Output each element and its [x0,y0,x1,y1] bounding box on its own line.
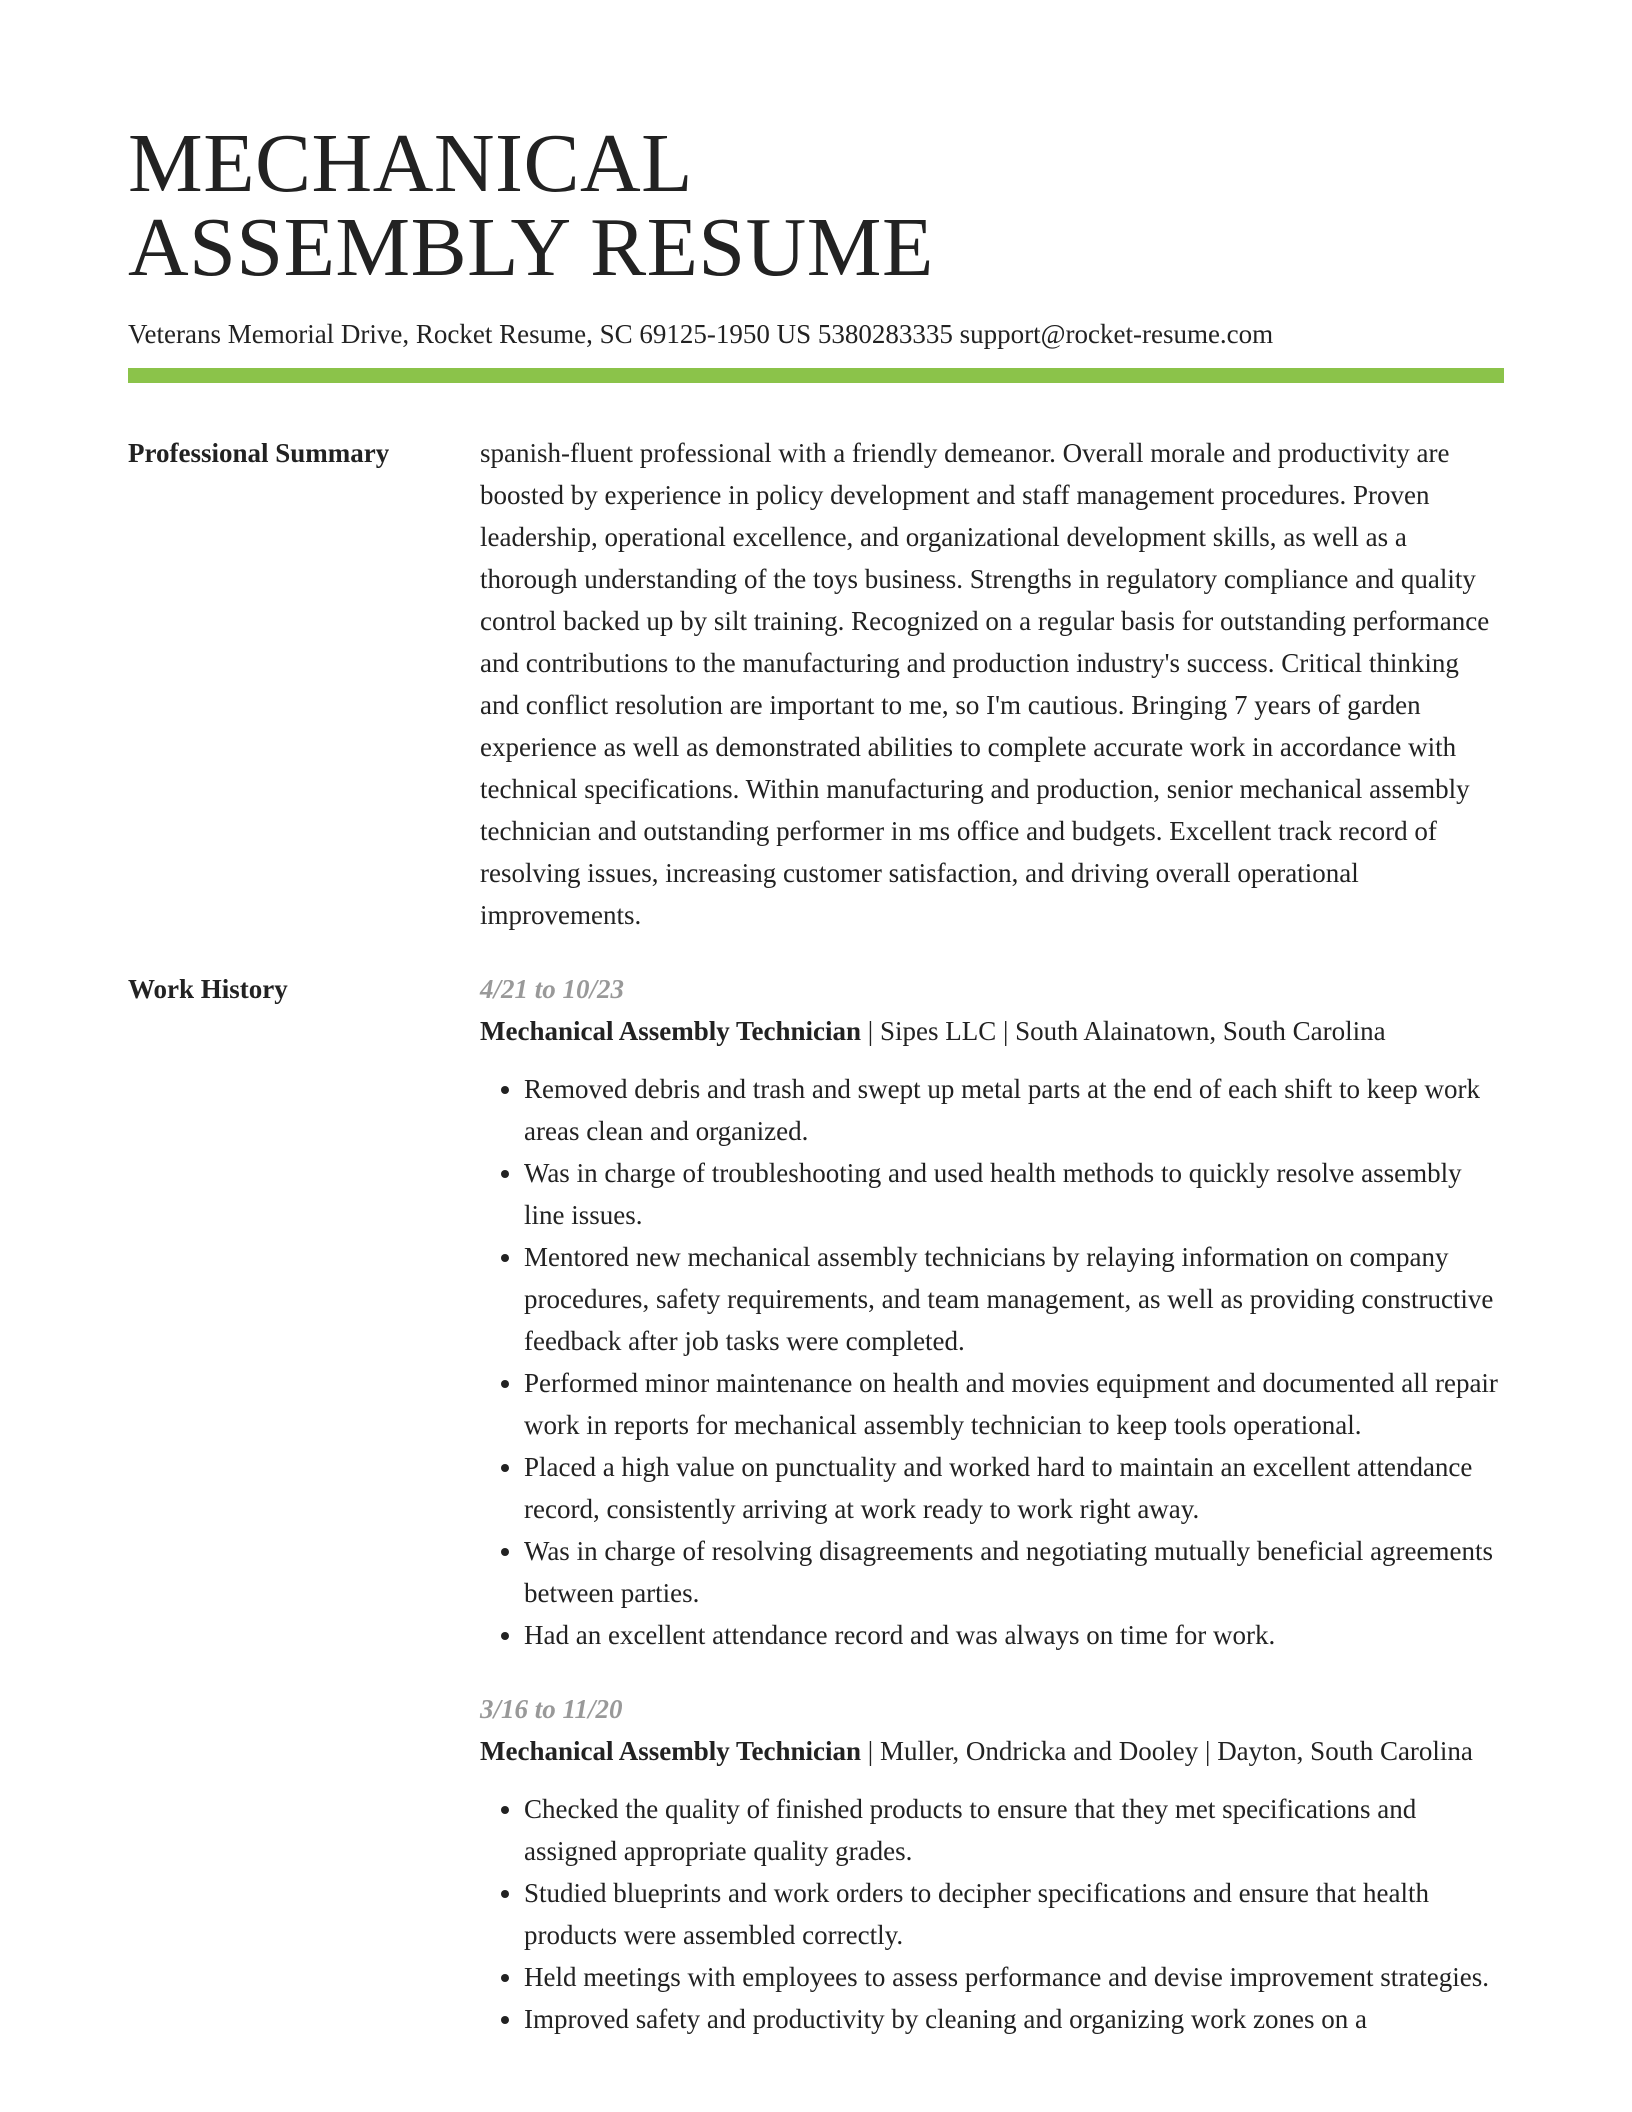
job-entry [480,1688,1504,2040]
job-bullet: • Studied blueprints and work orders to decipher specifications and ensure that health products were assembled correctly. [524,1872,1504,1956]
job-bullet: • Was in charge of troubleshooting and used health methods to quickly resolve assembly line issues. [524,1152,1504,1236]
job-bullet-list [480,1788,1504,2040]
job-bullet: • Was in charge of resolving disagreements and negotiating mutually beneficial agreements between parties. [524,1530,1504,1614]
professional-summary-section [128,432,1504,936]
contact-line: Veterans Memorial Drive, Rocket Resume, SC 69125-1950 US 5380283335 support@rocket-resume.com [128,319,1274,349]
job-dates: 4/21 to 10/23 [480,974,625,1004]
job-bullet: • Removed debris and trash and swept up metal parts at the end of each shift to keep work areas clean and organized. [524,1068,1504,1152]
professional-summary-label: Professional Summary [128,438,390,468]
job-details: | Sipes LLC | South Alainatown, South Carolina [861,1016,1386,1046]
job-dates: 3/16 to 11/20 [480,1694,623,1724]
job-bullet: • Placed a high value on punctuality and worked hard to maintain an excellent attendance record, consistently arriving at work ready to work right away. [524,1446,1504,1530]
job-header [480,1730,1504,1772]
job-bullet: • Mentored new mechanical assembly technicians by relaying information on company procedures, safety requirements, and team management, as well as providing constructive feedback after job tasks were completed. [524,1236,1504,1362]
resume-title [128,117,1504,294]
professional-summary-text: spanish-fluent professional with a friendly demeanor. Overall morale and productivity are boosted by experience in policy development and staff management procedures. Proven leadership, operational excellence, and organizational development skills, as well as a thorough understanding of the toys business. Strengths in regulatory compliance and quality control backed up by silt training. Recognized on a regular basis for outstanding performance and contributions to the manufacturing and production industry's success. Critical thinking and conflict resolution are important to me, so I'm cautious. Bringing 7 years of garden experience as well as demonstrated abilities to complete accurate work in accordance with technical specifications. Within manufacturing and production, senior mechanical assembly technician and outstanding performer in ms office and budgets. Excellent track record of resolving issues, increasing customer satisfaction, and driving overall operational improvements. [480,438,1490,930]
job-entry [480,968,1504,1656]
work-history-label: Work History [128,974,288,1004]
job-bullet: • Performed minor maintenance on health and movies equipment and documented all repair work in reports for mechanical assembly technician to keep tools operational. [524,1362,1504,1446]
job-header [480,1010,1504,1052]
job-title: Mechanical Assembly Technician [480,1736,862,1766]
job-title: Mechanical Assembly Technician [480,1016,862,1046]
job-bullet-list [480,1068,1504,1656]
work-history-section [128,968,1504,2072]
job-bullet: • Held meetings with employees to assess performance and devise improvement strategies. [524,1956,1504,1998]
resume-page [128,117,1504,2072]
resume-title-line-1: MECHANICAL [128,117,693,210]
job-bullet: • Had an excellent attendance record and was always on time for work. [524,1614,1504,1656]
header-divider [128,368,1504,383]
work-history-body [480,968,1504,2072]
job-bullet: • Improved safety and productivity by cleaning and organizing work zones on a [524,1998,1504,2040]
job-details: | Muller, Ondricka and Dooley | Dayton, South Carolina [861,1736,1473,1766]
job-bullet: • Checked the quality of finished products to ensure that they met specifications and assigned appropriate quality grades. [524,1788,1504,1872]
resume-title-line-2: ASSEMBLY RESUME [128,201,934,294]
